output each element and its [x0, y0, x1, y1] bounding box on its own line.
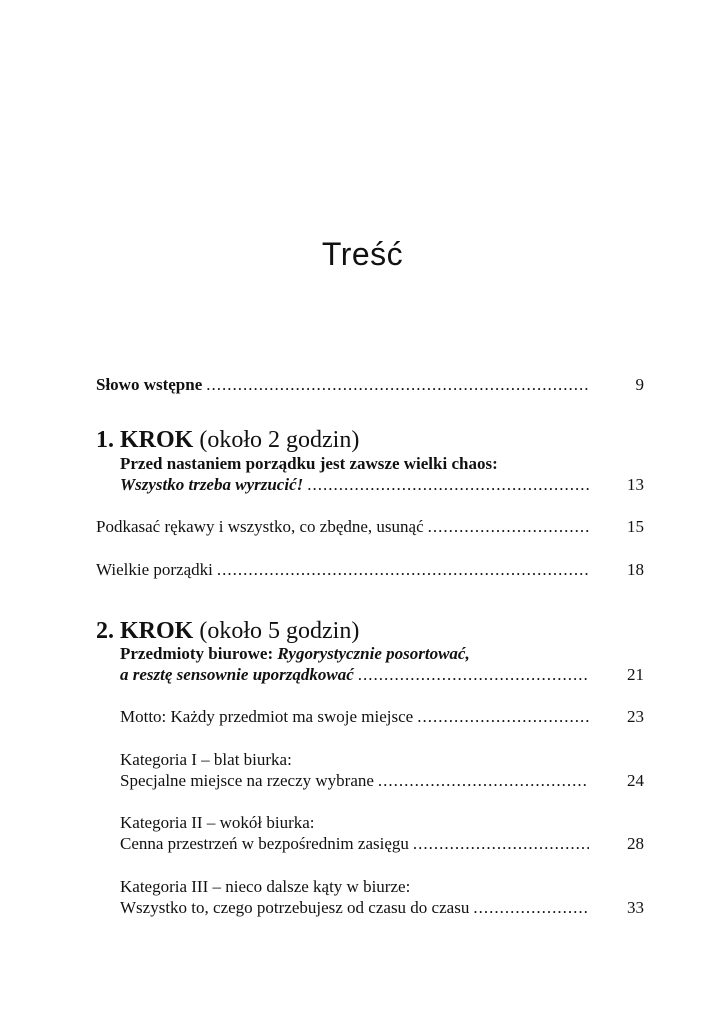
- toc-entry[interactable]: [96, 517, 589, 539]
- step-duration: (około 2 godzin): [199, 427, 360, 453]
- subtitle-bolditalic: Rygorystycznie posortować,: [277, 644, 470, 663]
- dot-leader: [378, 771, 589, 791]
- category-heading: Kategoria II – wokół biurka:: [120, 813, 315, 832]
- step-heading-1: [96, 427, 359, 454]
- step-subtitle-line1: Przed nastaniem porządku jest zawsze wielki chaos:: [120, 454, 498, 473]
- toc-entry-label: Wielkie porządki: [96, 560, 213, 579]
- toc-entry[interactable]: [96, 560, 589, 582]
- toc-entry-label: a resztę sensownie uporządkować: [120, 665, 354, 684]
- toc-entry-label: Wszystko to, czego potrzebujesz od czasu do czasu: [120, 898, 470, 917]
- toc-page-number: 23: [627, 707, 644, 726]
- toc-entry-label: Podkasać rękawy i wszystko, co zbędne, usunąć: [96, 517, 424, 536]
- toc-entry-label: Motto: Każdy przedmiot ma swoje miejsce: [120, 707, 414, 726]
- dot-leader: [358, 665, 589, 685]
- toc-entry[interactable]: [120, 771, 589, 793]
- toc-page-number: 15: [627, 517, 644, 536]
- dot-leader: [217, 560, 589, 580]
- dot-leader: [413, 834, 589, 854]
- dot-leader: [473, 898, 589, 918]
- toc-page-number: 9: [635, 375, 644, 394]
- category-heading: Kategoria III – nieco dalsze kąty w biurze:: [120, 877, 411, 896]
- toc-entry-step1-subtitle[interactable]: [120, 475, 589, 497]
- toc-entry-label: Słowo wstępne: [96, 375, 203, 394]
- toc-page-number: 13: [627, 475, 644, 494]
- dot-leader: [428, 517, 589, 537]
- toc-entry[interactable]: [120, 834, 589, 856]
- page-title: Treść: [321, 236, 404, 272]
- toc-page-number: 33: [627, 898, 644, 917]
- toc-page-number: 21: [627, 665, 644, 684]
- toc-entry-label: Cenna przestrzeń w bezpośrednim zasięgu: [120, 834, 409, 853]
- dot-leader: [307, 475, 589, 495]
- dot-leader: [206, 375, 589, 395]
- toc-entry-label: Specjalne miejsce na rzeczy wybrane: [120, 771, 374, 790]
- toc-entry-step2-subtitle[interactable]: [120, 665, 589, 687]
- step-number: 1.: [96, 427, 114, 453]
- subtitle-bold: Przedmioty biurowe:: [120, 644, 274, 663]
- toc-entry[interactable]: [120, 707, 589, 729]
- category-heading: Kategoria I – blat biurka:: [120, 750, 292, 769]
- toc-entry-label: Wszystko trzeba wyrzucić!: [120, 475, 304, 494]
- toc-page-number: 24: [627, 771, 644, 790]
- step-number: 2.: [96, 618, 114, 644]
- step-keyword: KROK: [120, 427, 194, 453]
- step-subtitle-line1: [120, 644, 470, 664]
- toc-page-number: 18: [627, 560, 644, 579]
- step-heading-2: [96, 618, 359, 645]
- step-keyword: KROK: [120, 618, 194, 644]
- step-duration: (około 5 godzin): [199, 618, 360, 644]
- toc-entry-preface[interactable]: [96, 375, 589, 397]
- dot-leader: [417, 707, 589, 727]
- toc-entry[interactable]: [120, 898, 589, 920]
- toc-page-number: 28: [627, 834, 644, 853]
